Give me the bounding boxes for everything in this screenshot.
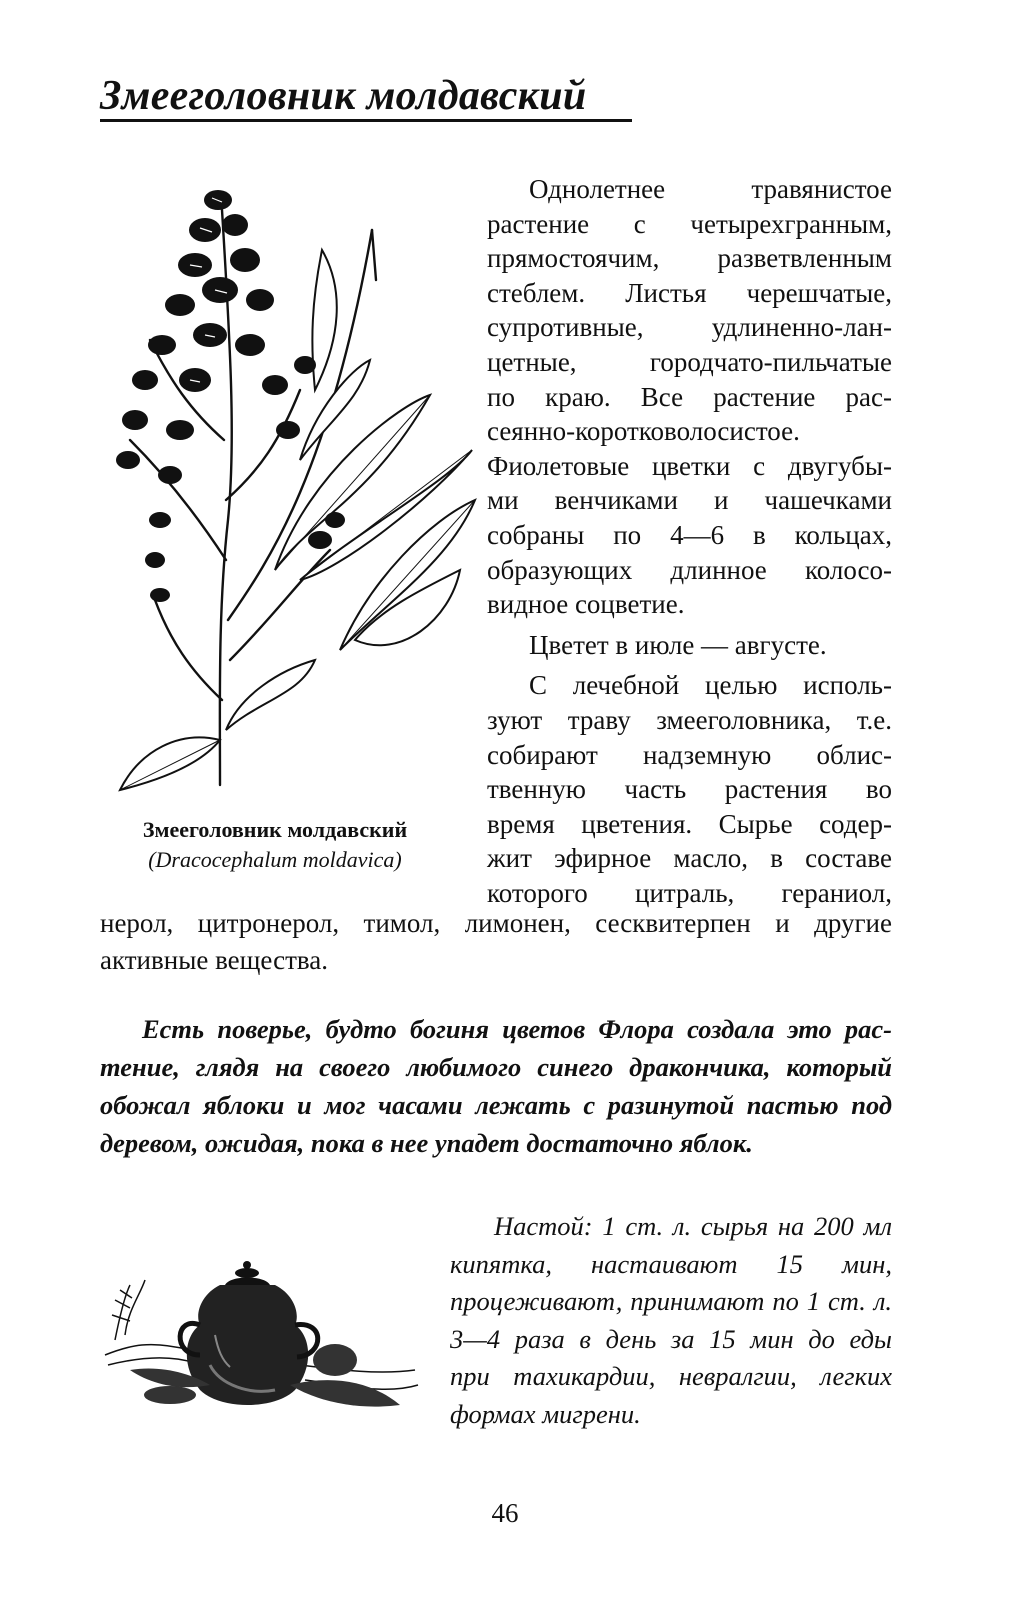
text-line: тение, глядя на своего любимого синего дракончика, который — [100, 1052, 892, 1082]
text-line: образующих длинное колосо- — [487, 554, 892, 585]
text-line: по краю. Все растение рас- — [487, 381, 892, 412]
text-line: которого цитраль, гераниол, — [487, 877, 892, 908]
text-line: кипятка, настаивают 15 мин, — [450, 1248, 892, 1279]
legend-paragraph — [100, 1010, 892, 1162]
text-line: прямостоячим, разветвленным — [487, 243, 892, 274]
clay-pot-illustration — [100, 1245, 420, 1415]
text-line: формах мигрени. — [450, 1398, 641, 1429]
text-line: видное соцветие. — [487, 589, 685, 620]
flowering-period: Цветет в июле — августе. — [529, 629, 827, 660]
text-line: Настой: 1 ст. л. сырья на 200 мл — [494, 1211, 892, 1241]
text-line: собирают надземную облис- — [487, 739, 892, 770]
text-line: Однолетнее травянистое — [529, 174, 892, 204]
text-line: обожал яблоки и мог часами лежать с разинутой пастью под — [100, 1090, 892, 1120]
text-line: растение с четырехгранным, — [487, 208, 892, 239]
text-line: деревом, ожидая, пока в нее упадет достаточно яблок. — [100, 1128, 753, 1158]
text-line: нерол, цитронерол, тимол, лимонен, сесквитерпен и другие — [100, 908, 892, 938]
text-line: сеянно-коротковолосистое. — [487, 416, 800, 447]
page-number: 46 — [491, 1498, 519, 1528]
text-line: активные вещества. — [100, 945, 328, 975]
description-column — [487, 172, 892, 910]
text-line: время цветения. Сырье содер- — [487, 808, 892, 839]
illustration-caption: Змееголовник молдавский — [142, 817, 408, 842]
infusion-recipe — [450, 1208, 892, 1433]
text-line: процеживают, принимают по 1 ст. л. — [450, 1286, 892, 1316]
text-line: 3—4 раза в день за 15 мин до еды — [450, 1323, 892, 1354]
text-line: твенную часть растения во — [487, 774, 892, 805]
illustration-latin-name: (Dracocephalum moldavica) — [148, 847, 402, 872]
text-line: жит эфирное масло, в составе — [487, 843, 892, 874]
text-line: зуют траву змееголовника, т.е. — [487, 704, 892, 735]
text-line: супротивные, удлиненно-лан- — [487, 312, 892, 343]
text-line: Фиолетовые цветки с двугубы- — [487, 450, 892, 481]
text-line: собраны по 4—6 в кольцах, — [487, 519, 892, 550]
text-line: ми венчиками и чашечками — [487, 485, 892, 516]
page-title: Змееголовник молдавский — [100, 73, 587, 119]
dragonhead-plant-illustration — [100, 140, 480, 810]
text-line: при тахикардии, невралгии, легких — [450, 1361, 892, 1391]
text-line: стеблем. Листья черешчатые, — [487, 277, 892, 308]
text-line: цетные, городчато-пильчатые — [487, 346, 892, 377]
title-underline — [100, 119, 632, 122]
usage-continuation — [100, 905, 892, 979]
text-line: С лечебной целью исполь- — [529, 670, 892, 701]
text-line: Есть поверье, будто богиня цветов Флора создала это рас- — [142, 1014, 892, 1044]
